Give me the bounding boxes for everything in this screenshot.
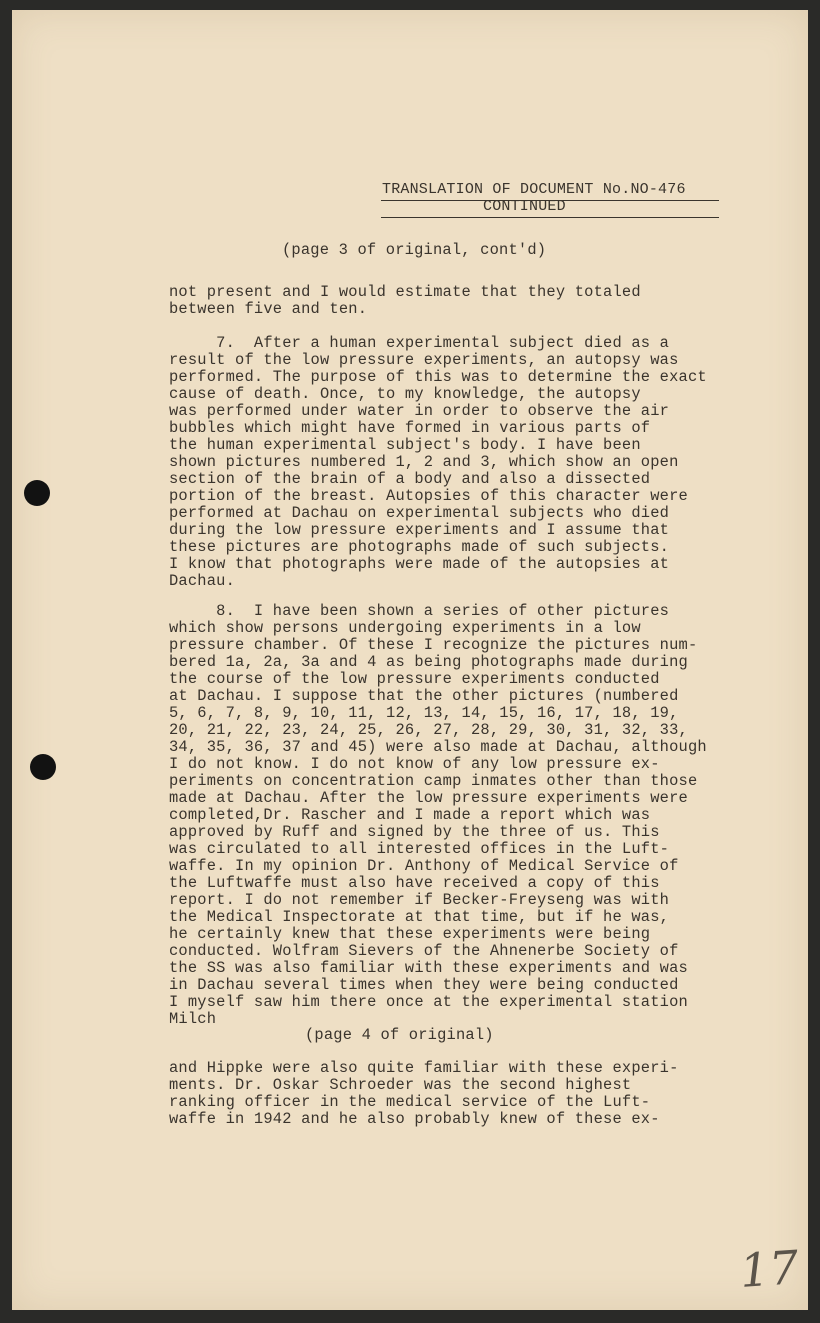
text-line: these pictures are photographs made of such subjects. — [169, 538, 670, 556]
text-line: made at Dachau. After the low pressure experiments were — [169, 789, 688, 807]
text-line: 5, 6, 7, 8, 9, 10, 11, 12, 13, 14, 15, 16, 17, 18, 19, — [169, 704, 679, 722]
text-line: approved by Ruff and signed by the three of us. This — [169, 823, 660, 841]
text-line: between five and ten. — [169, 300, 368, 318]
document-subtitle: CONTINUED — [483, 198, 566, 215]
document-page — [12, 10, 808, 1310]
text-line: the course of the low pressure experiments conducted — [169, 670, 660, 688]
text-line: 34, 35, 36, 37 and 45) were also made at Dachau, although — [169, 738, 707, 756]
text-line: the Medical Inspectorate at that time, but if he was, — [169, 908, 670, 926]
text-line: in Dachau several times when they were being conducted — [169, 976, 679, 994]
text-line: result of the low pressure experiments, an autopsy was — [169, 351, 679, 369]
text-line: waffe in 1942 and he also probably knew of these ex- — [169, 1110, 660, 1128]
text-line: performed. The purpose of this was to determine the exact — [169, 368, 707, 386]
text-line: Milch — [169, 1010, 217, 1028]
text-line: 20, 21, 22, 23, 24, 25, 26, 27, 28, 29, 30, 31, 32, 33, — [169, 721, 688, 739]
document-title: TRANSLATION OF DOCUMENT No.NO-476 — [382, 181, 686, 198]
text-line: not present and I would estimate that they totaled — [169, 283, 641, 301]
text-line: 8. I have been shown a series of other pictures — [169, 602, 670, 620]
text-line: which show persons undergoing experiments in a low — [169, 619, 641, 637]
text-line: pressure chamber. Of these I recognize the pictures num- — [169, 636, 698, 654]
text-line: was performed under water in order to observe the air — [169, 402, 670, 420]
text-line: shown pictures numbered 1, 2 and 3, which show an open — [169, 453, 679, 471]
text-line: during the low pressure experiments and I assume that — [169, 521, 670, 539]
text-line: I know that photographs were made of the autopsies at — [169, 555, 670, 573]
text-line: the SS was also familiar with these experiments and was — [169, 959, 688, 977]
text-line: performed at Dachau on experimental subjects who died — [169, 504, 670, 522]
text-line: and Hippke were also quite familiar with these experi- — [169, 1059, 679, 1077]
text-line: cause of death. Once, to my knowledge, the autopsy — [169, 385, 641, 403]
text-line: ments. Dr. Oskar Schroeder was the second highest — [169, 1076, 632, 1094]
paragraph-7 — [169, 335, 707, 590]
intro-paragraph — [169, 284, 641, 318]
text-line: section of the brain of a body and also a dissected — [169, 470, 651, 488]
subtitle-underline — [381, 217, 719, 218]
text-line: conducted. Wolfram Sievers of the Ahnenerbe Society of — [169, 942, 679, 960]
page4-paragraph — [169, 1060, 679, 1128]
text-line: ranking officer in the medical service of the Luft- — [169, 1093, 651, 1111]
text-line: completed,Dr. Rascher and I made a report which was — [169, 806, 651, 824]
text-line: Dachau. — [169, 572, 236, 590]
text-line: the human experimental subject's body. I have been — [169, 436, 641, 454]
text-line: at Dachau. I suppose that the other pictures (numbered — [169, 687, 679, 705]
text-line: he certainly knew that these experiments were being — [169, 925, 651, 943]
text-line: I do not know. I do not know of any low pressure ex- — [169, 755, 660, 773]
text-line: the Luftwaffe must also have received a copy of this — [169, 874, 660, 892]
text-line: periments on concentration camp inmates other than those — [169, 772, 698, 790]
text-line: bered 1a, 2a, 3a and 4 as being photographs made during — [169, 653, 688, 671]
page-note: (page 3 of original, cont'd) — [282, 241, 547, 259]
text-line: was circulated to all interested offices in the Luft- — [169, 840, 670, 858]
text-line: I myself saw him there once at the experimental station — [169, 993, 688, 1011]
paragraph-8 — [169, 603, 707, 1028]
page4-note: (page 4 of original) — [305, 1026, 494, 1044]
text-line: waffe. In my opinion Dr. Anthony of Medical Service of — [169, 857, 679, 875]
handwritten-page-number: 17 — [738, 1240, 801, 1298]
punch-hole-bottom — [30, 754, 56, 780]
text-line: bubbles which might have formed in various parts of — [169, 419, 651, 437]
text-line: 7. After a human experimental subject died as a — [169, 334, 670, 352]
punch-hole-top — [24, 480, 50, 506]
text-line: portion of the breast. Autopsies of this character were — [169, 487, 688, 505]
text-line: report. I do not remember if Becker-Freyseng was with — [169, 891, 670, 909]
